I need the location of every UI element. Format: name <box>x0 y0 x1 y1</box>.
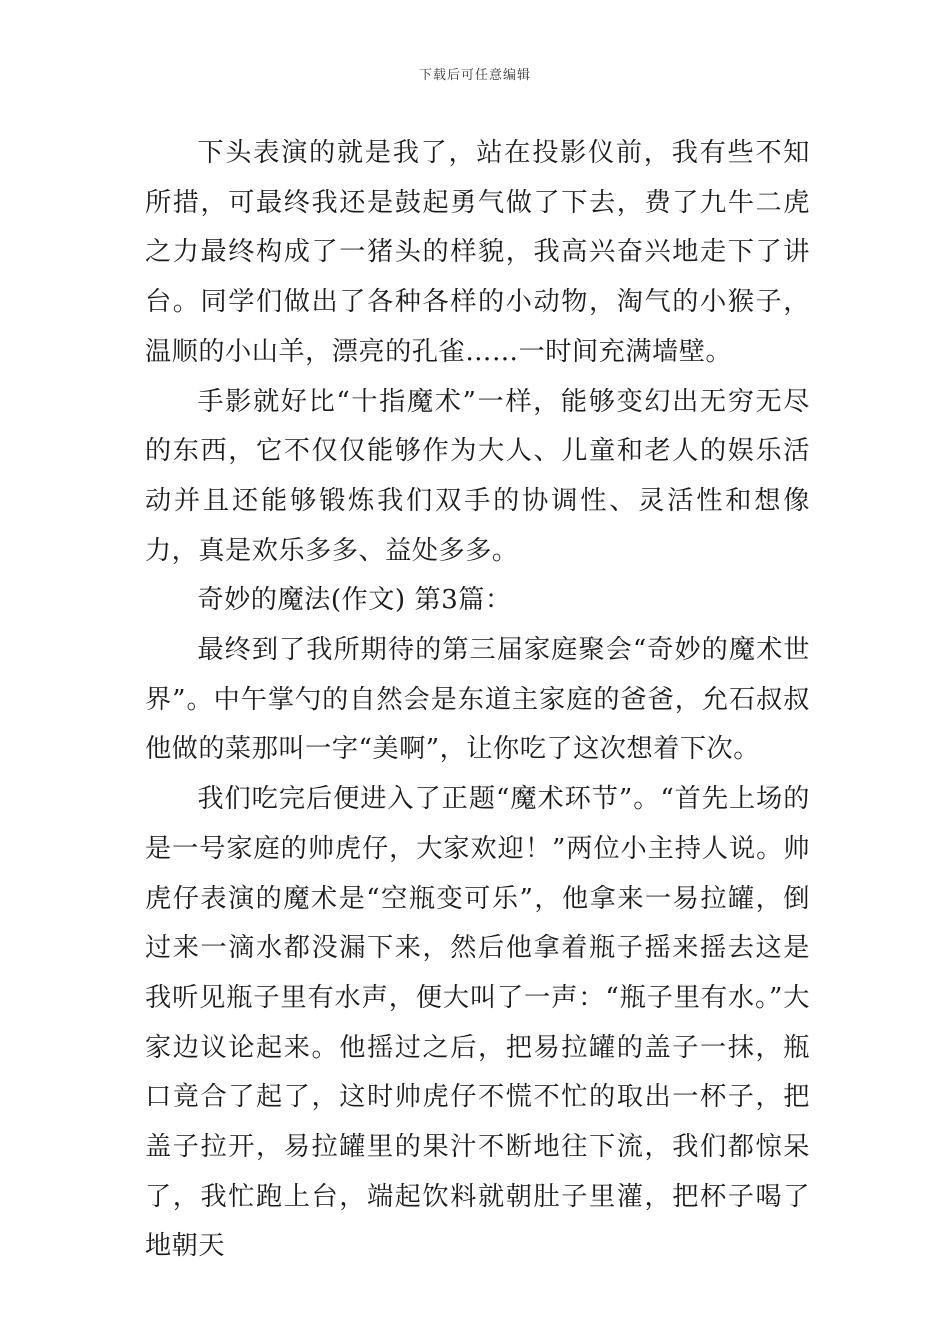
paragraph-hand-shadow-performance: 下头表演的就是我了，站在投影仪前，我有些不知所措，可最终我还是鼓起勇气做了下去，费了九牛二虎之力最终构成了一猪头的样貌，我高兴奋兴地走下了讲台。同学们做出了各种各样的小动物，淘气的小猴子，温顺的小山羊，漂亮的孔雀……一时间充满墙壁。 <box>145 138 810 367</box>
document-body <box>145 129 810 1272</box>
section-heading: 奇妙的魔法(作文) 第3篇： <box>197 585 512 616</box>
paragraph-ten-finger-magic: 手影就好比“十指魔术”一样，能够变幻出无穷无尽的东西，它不仅仅能够作为大人、儿童和老人的娱乐活动并且还能够锻炼我们双手的协调性、灵活性和想像力，真是欢乐多多、益处多多。 <box>145 386 810 566</box>
page-header: 下载后可任意编辑 <box>418 68 531 83</box>
paragraph-magic-segment: 我们吃完后便进入了正题“魔术环节”。“首先上场的是一号家庭的帅虎仔，大家欢迎！”两位小主持人说。帅虎仔表演的魔术是“空瓶变可乐”，他拿来一易拉罐，倒过来一滴水都没漏下来，然后他拿着瓶子摇来摇去这是我听见瓶子里有水声，便大叫了一声：“瓶子里有水。”大家边议论起来。他摇过之后，把易拉罐的盖子一抹，瓶口竟合了起了，这时帅虎仔不慌不忙的取出一杯子，把盖子拉开，易拉罐里的果汁不断地往下流，我们都惊呆了，我忙跑上台，端起饮料就朝肚子里灌，把杯子喝了地朝天 <box>145 784 810 1262</box>
paragraph-family-gathering: 最终到了我所期待的第三届家庭聚会“奇妙的魔术世界”。中午掌勺的自然会是东道主家庭的爸爸，允石叔叔他做的菜那叫一字“美啊”，让你吃了这次想着下次。 <box>145 635 810 765</box>
